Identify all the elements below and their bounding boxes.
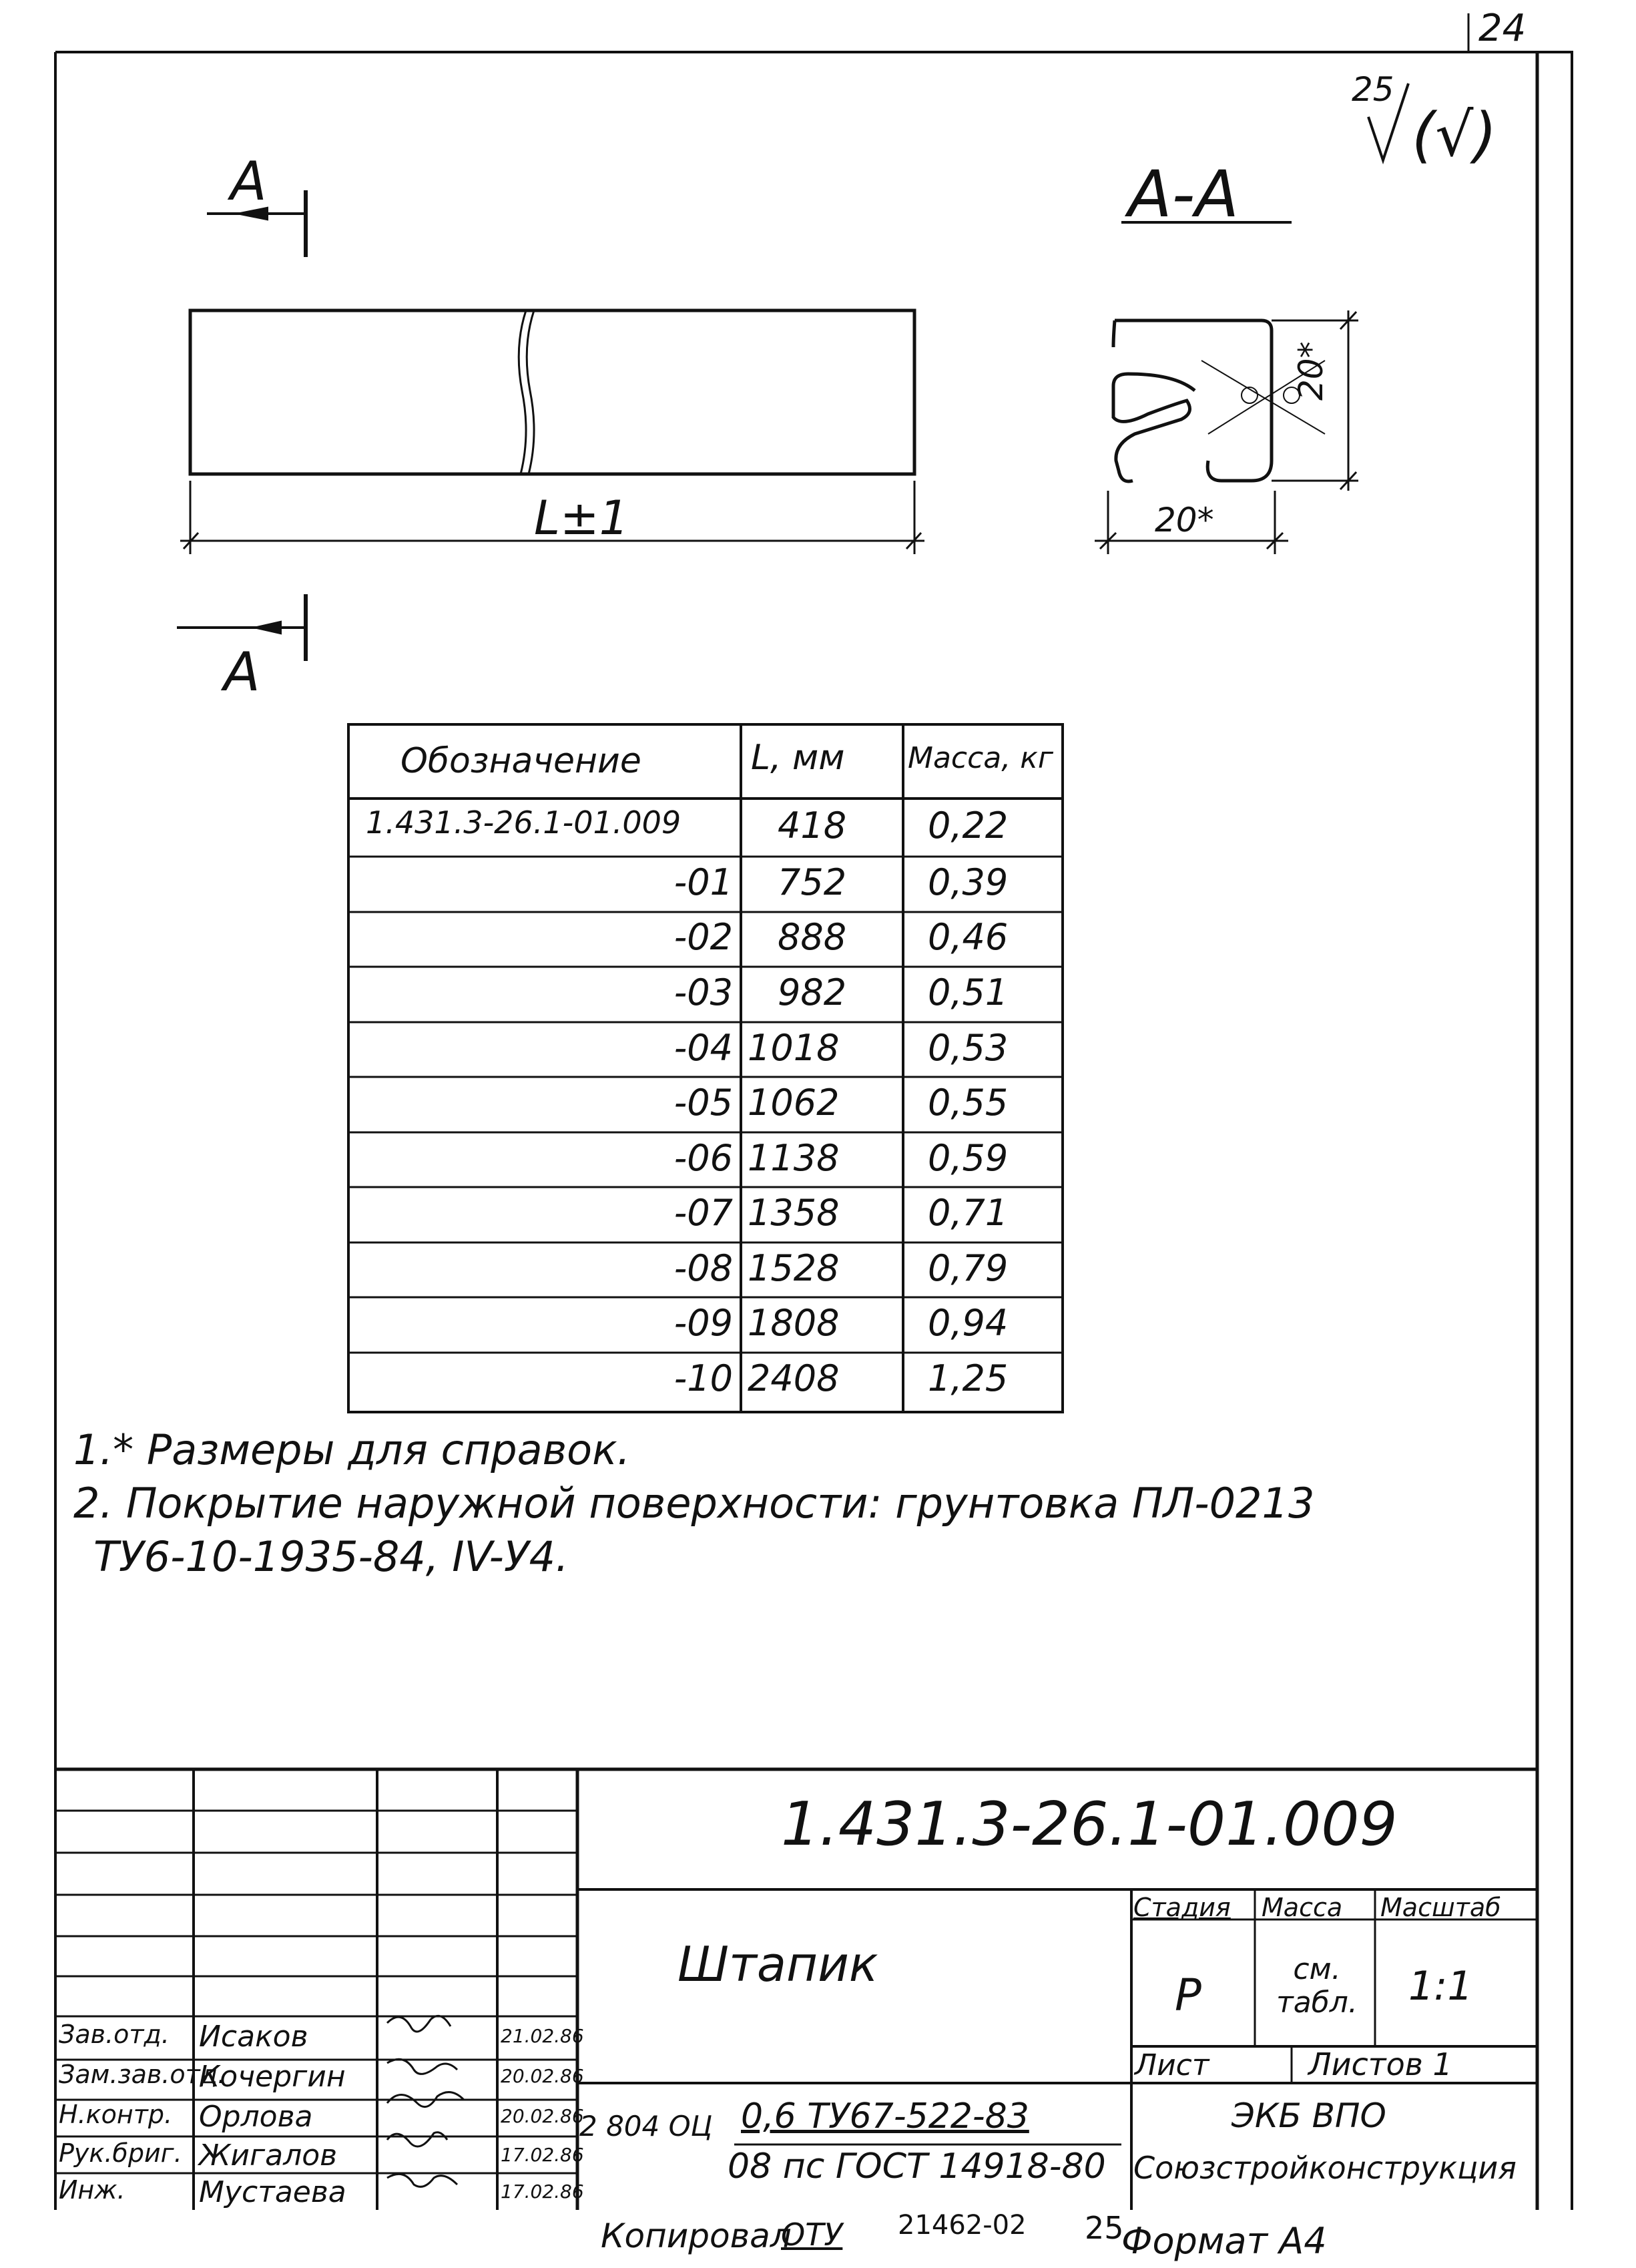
profile-height-dim: 20* <box>1292 341 1330 401</box>
table-header-designation: Обозначение <box>400 741 641 781</box>
table-cell-length: 2408 <box>748 1357 840 1399</box>
inventory-number: 21462-02 <box>898 2210 1027 2241</box>
table-cell-mass: 0,51 <box>928 971 1009 1013</box>
table-cell-designation: -08 <box>673 1247 733 1289</box>
material-line-2: 08 пс ГОСТ 14918-80 <box>728 2146 1106 2187</box>
copied-label: Копировал <box>601 2217 792 2255</box>
scale-value: 1:1 <box>1408 1963 1473 2010</box>
staff-date: 17.02.86 <box>501 2181 584 2203</box>
table-cell-length: 418 <box>778 805 847 847</box>
table-header-length: L, мм <box>751 738 845 778</box>
table-cell-designation: -09 <box>673 1302 733 1344</box>
sheet-number: 24 <box>1478 7 1527 50</box>
mass-header: Масса <box>1262 1893 1343 1922</box>
signature-2 <box>387 2059 457 2074</box>
staff-role: Н.контр. <box>59 2100 173 2129</box>
table-cell-mass: 0,59 <box>928 1137 1009 1179</box>
note-2b: ТУ6-10-1935-84, IV-У4. <box>93 1532 569 1581</box>
section-label: А-А <box>1128 157 1239 232</box>
profile-width-dim: 20* <box>1155 501 1214 539</box>
staff-role: Зам.зав.отд. <box>59 2060 226 2089</box>
frame-top-right <box>55 52 1572 2210</box>
page-number: 25 <box>1085 2210 1124 2246</box>
table-cell-length: 1018 <box>748 1027 840 1069</box>
copied-signature: ОТУ <box>781 2217 843 2253</box>
staff-role: Рук.бриг. <box>59 2138 182 2168</box>
signature-4 <box>387 2132 447 2146</box>
scale-header: Масштаб <box>1380 1893 1501 1922</box>
table-cell-designation: -04 <box>673 1027 733 1069</box>
table-cell-mass: 0,71 <box>928 1192 1009 1234</box>
table-cell-mass: 0,53 <box>928 1027 1009 1069</box>
part-view <box>190 310 914 474</box>
table-cell-length: 752 <box>778 861 847 903</box>
table-cell-length: 1358 <box>748 1192 840 1234</box>
table-cell-designation: -01 <box>673 861 733 903</box>
staff-role: Зав.отд. <box>59 2020 170 2049</box>
mass-value: см. табл. <box>1276 1952 1358 2020</box>
table-cell-length: 1528 <box>748 1247 840 1289</box>
table-cell-mass: 0,94 <box>928 1302 1009 1344</box>
staff-date: 21.02.86 <box>501 2025 584 2047</box>
roughness-paren: (√) <box>1412 100 1497 170</box>
staff-name: Исаков <box>199 2020 308 2054</box>
cut-mark-bottom: А <box>224 641 260 703</box>
part-name: Штапик <box>677 1936 878 1992</box>
table-cell-designation: -02 <box>673 916 733 958</box>
table-cell-designation: -03 <box>673 971 733 1013</box>
length-dimension: L±1 <box>534 491 629 545</box>
table-cell-mass: 1,25 <box>928 1357 1009 1399</box>
table-cell-mass: 0,46 <box>928 916 1009 958</box>
table-cell-designation: -06 <box>673 1137 733 1179</box>
table-cell-length: 1808 <box>748 1302 840 1344</box>
org-line-1: ЭКБ ВПО <box>1232 2096 1386 2135</box>
staff-name: Орлова <box>199 2100 313 2134</box>
signature-5 <box>387 2174 457 2187</box>
staff-name: Жигалов <box>199 2138 338 2173</box>
cut-mark-top: А <box>230 150 267 212</box>
staff-date: 20.02.86 <box>501 2065 584 2087</box>
staff-name: Кочергин <box>199 2060 346 2094</box>
doc-number: 1.431.3-26.1-01.009 <box>781 1789 1398 1859</box>
stage-value: Р <box>1175 1970 1201 2021</box>
note-2a: 2. Покрытие наружной поверхности: грунтовка ПЛ-0213 <box>73 1479 1315 1528</box>
table-cell-mass: 0,79 <box>928 1247 1009 1289</box>
material-code: 2 804 ОЦ <box>579 2110 713 2142</box>
staff-name: Мустаева <box>199 2175 346 2209</box>
staff-date: 17.02.86 <box>501 2144 584 2166</box>
format-label: Формат А4 <box>1121 2220 1327 2262</box>
table-cell-mass: 0,39 <box>928 861 1009 903</box>
table-cell-mass: 0,22 <box>928 805 1009 847</box>
material-line-1: 0,6 ТУ67-522-83 <box>741 2096 1029 2136</box>
table-cell-length: 1062 <box>748 1082 840 1124</box>
table-cell-designation: -10 <box>673 1357 733 1399</box>
table-cell-mass: 0,55 <box>928 1082 1009 1124</box>
table-cell-length: 982 <box>778 971 847 1013</box>
note-1: 1.* Размеры для справок. <box>73 1425 631 1474</box>
table-cell-length: 1138 <box>748 1137 840 1179</box>
sheets-header: Листов 1 <box>1308 2046 1452 2082</box>
table-cell-designation: -07 <box>673 1192 733 1234</box>
table-cell-designation: -05 <box>673 1082 733 1124</box>
org-line-2: Союзстройконструкция <box>1133 2150 1517 2186</box>
sheet-header: Лист <box>1135 2048 1209 2082</box>
staff-date: 20.02.86 <box>501 2105 584 2127</box>
table-cell-designation: 1.431.3-26.1-01.009 <box>366 805 681 841</box>
signature-1 <box>387 2016 451 2032</box>
table-cell-length: 888 <box>778 916 847 958</box>
roughness-value: 25 <box>1352 70 1394 109</box>
staff-role: Инж. <box>59 2175 125 2205</box>
table-header-mass: Масса, кг <box>908 741 1053 775</box>
stage-header: Стадия <box>1133 1893 1231 1922</box>
